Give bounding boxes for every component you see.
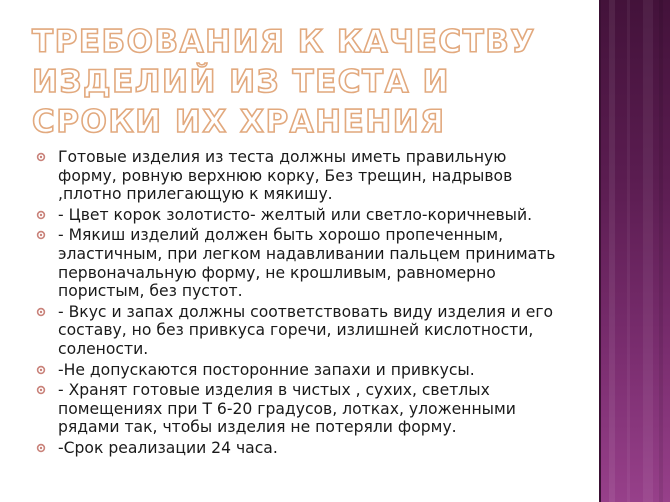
list-item-text: - Мякиш изделий должен быть хорошо пропеченным, эластичным, при легком надавливании пальцем принимать первоначальную форму, не крошливым, равномерно пористым, без пустот. bbox=[58, 226, 556, 301]
ring-bullet-icon bbox=[36, 365, 46, 375]
bullet-list bbox=[36, 148, 556, 460]
decorative-side-band bbox=[599, 0, 670, 502]
list-item bbox=[36, 303, 556, 359]
ring-bullet-icon bbox=[36, 307, 46, 317]
list-item bbox=[36, 381, 556, 437]
list-item bbox=[36, 361, 556, 380]
side-band-edge bbox=[599, 0, 601, 502]
list-item-text: Готовые изделия из теста должны иметь правильную форму, ровную верхнюю корку, Без трещин, надрывов ,плотно прилегающую к мякишу. bbox=[58, 148, 513, 204]
list-item-text: -Срок реализации 24 часа. bbox=[58, 438, 278, 457]
side-band-stripe bbox=[643, 0, 653, 502]
list-item-text: -Не допускаются посторонние запахи и привкусы. bbox=[58, 360, 475, 379]
ring-bullet-icon bbox=[36, 443, 46, 453]
list-item bbox=[36, 439, 556, 458]
list-item bbox=[36, 226, 556, 300]
list-item-text: - Вкус и запах должны соответствовать виду изделия и его составу, но без привкуса горечи, излишней кислотности, солености. bbox=[58, 302, 554, 358]
side-band-stripe bbox=[627, 0, 630, 502]
list-item-text: - Хранят готовые изделия в чистых , сухих, светлых помещениях при Т 6-20 градусов, лотках, уложенными рядами так, чтобы изделия не потеряли форму. bbox=[58, 381, 516, 437]
ring-bullet-icon bbox=[36, 230, 46, 240]
list-item bbox=[36, 206, 556, 225]
side-band-stripe bbox=[609, 0, 615, 502]
ring-bullet-icon bbox=[36, 210, 46, 220]
ring-bullet-icon bbox=[36, 385, 46, 395]
side-band-stripe bbox=[659, 0, 663, 502]
ring-bullet-icon bbox=[36, 152, 46, 162]
list-item bbox=[36, 148, 556, 204]
list-item-text: - Цвет корок золотисто- желтый или светло-коричневый. bbox=[58, 205, 533, 224]
slide-title: ТРЕБОВАНИЯ К КАЧЕСТВУ ИЗДЕЛИЙ ИЗ ТЕСТА И СРОКИ ИХ ХРАНЕНИЯ bbox=[32, 24, 536, 140]
